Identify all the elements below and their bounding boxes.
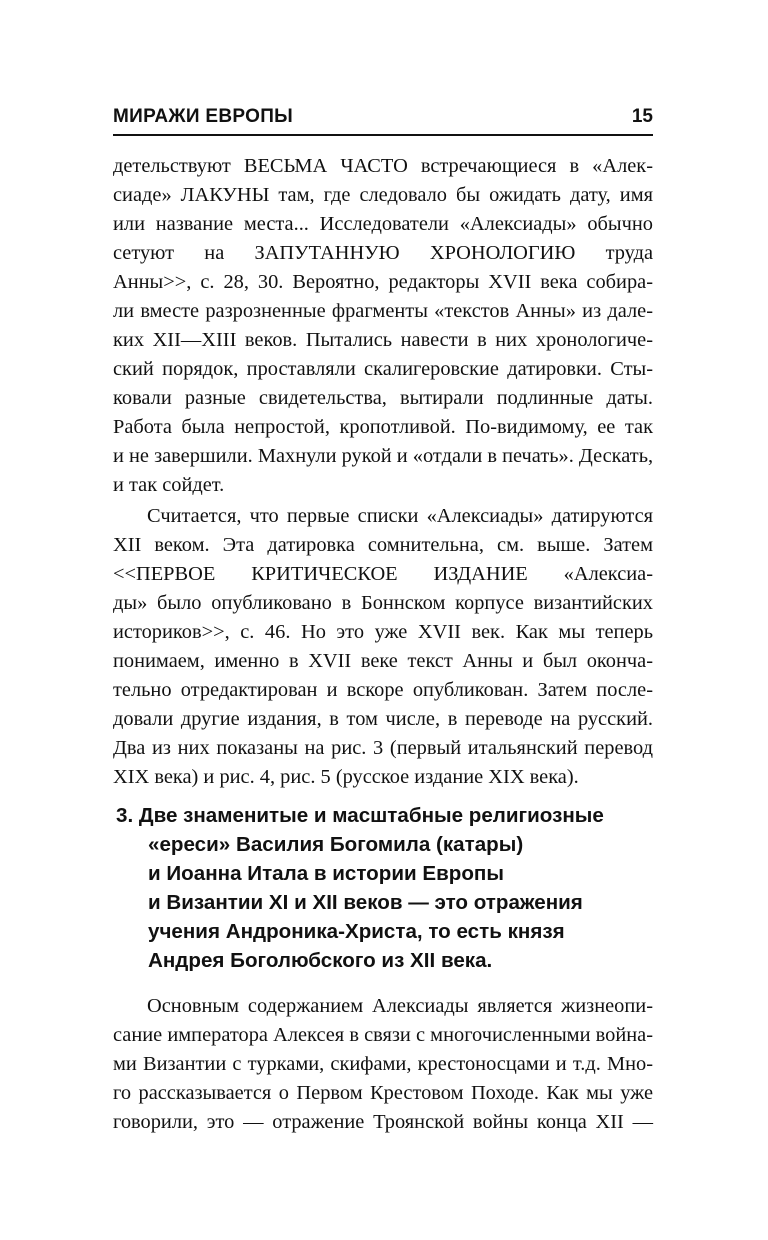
text-line: или название места... Исследователи «Алексиады» обычно <box>113 213 653 235</box>
text-line: Анны>>, с. 28, 30. Вероятно, редакторы XVII века собира- <box>113 271 653 293</box>
text-line: сетуют на ЗАПУТАННУЮ ХРОНОЛОГИЮ труда <box>113 242 653 264</box>
text-line: сание императора Алексея в связи с многочисленными война- <box>113 1024 653 1046</box>
text-line: понимаем, именно в XVII веке текст Анны и был оконча- <box>113 650 653 672</box>
heading-line: 3. Две знаменитые и масштабные религиозные <box>116 804 604 827</box>
text-line: говорили, это — отражение Троянской войны конца XII — <box>113 1111 653 1133</box>
text-line: XII веком. Эта датировка сомнительна, см. выше. Затем <box>113 534 653 556</box>
text-line: ский порядок, проставляли скалигеровские датировки. Сты- <box>113 358 653 380</box>
running-title: МИРАЖИ ЕВРОПЫ <box>113 106 294 127</box>
text-line: ми Византии с турками, скифами, крестоносцами и т.д. Мно- <box>113 1053 653 1075</box>
text-line: и так сойдет. <box>113 474 225 496</box>
text-line: го рассказывается о Первом Крестовом Походе. Как мы уже <box>113 1082 653 1104</box>
text-line: <<ПЕРВОЕ КРИТИЧЕСКОЕ ИЗДАНИЕ «Алексиа- <box>113 563 653 585</box>
text-line: сиаде» ЛАКУНЫ там, где следовало бы ожидать дату, имя <box>113 184 653 206</box>
page-number: 15 <box>631 106 653 127</box>
text-line: историков>>, с. 46. Но это уже XVII век. Как мы теперь <box>113 621 653 643</box>
text-line: ды» было опубликовано в Боннском корпусе византийских <box>113 592 653 614</box>
text-line: и не завершили. Махнули рукой и «отдали в печать». Дескать, <box>113 445 654 467</box>
running-header <box>113 104 653 134</box>
header-rule <box>113 134 653 136</box>
text-line: Два из них показаны на рис. 3 (первый итальянский перевод <box>113 737 653 759</box>
heading-line: и Византии XI и XII веков — это отражения <box>148 891 583 914</box>
text-line: Основным содержанием Алексиады является жизнеопи- <box>147 995 653 1017</box>
text-line: ких XII—XIII веков. Пытались навести в них хронологиче- <box>113 329 653 351</box>
heading-line: «ереси» Василия Богомила (катары) <box>148 833 524 856</box>
text-line: Считается, что первые списки «Алексиады» датируются <box>147 505 653 527</box>
text-line: тельно отредактирован и вскоре опубликован. Затем после- <box>113 679 653 701</box>
heading-line: Андрея Боголюбского из XII века. <box>148 949 493 972</box>
text-line: Работа была непростой, кропотливой. По-видимому, ее так <box>113 416 653 438</box>
text-line: довали другие издания, в том числе, в переводе на русский. <box>113 708 653 730</box>
text-line: XIX века) и рис. 4, рис. 5 (русское издание XIX века). <box>113 766 579 788</box>
text-line: ковали разные свидетельства, вытирали подлинные даты. <box>113 387 653 409</box>
text-line: детельствуют ВЕСЬМА ЧАСТО встречающиеся в «Алек- <box>113 155 653 177</box>
heading-line: и Иоанна Итала в истории Европы <box>148 862 504 885</box>
text-line: ли вместе разрозненные фрагменты «текстов Анны» из дале- <box>113 300 653 322</box>
heading-line: учения Андроника-Христа, то есть князя <box>148 920 565 943</box>
